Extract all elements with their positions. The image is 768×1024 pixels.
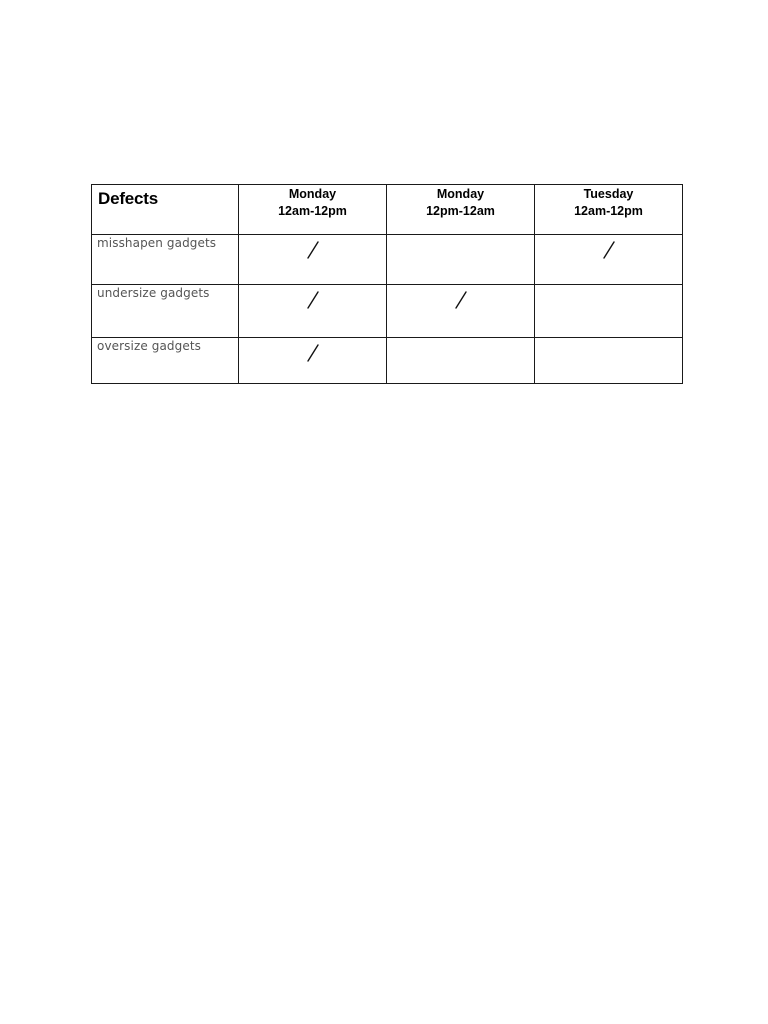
column-header-day: Monday — [288, 187, 337, 201]
column-header — [239, 185, 386, 220]
row-label: undersize gadgets — [97, 286, 210, 300]
row-label-cell — [92, 285, 239, 338]
column-header-day: Tuesday — [583, 187, 634, 201]
mark-cell — [387, 338, 535, 384]
mark-cell — [239, 338, 387, 384]
header-cell-col-1 — [387, 185, 535, 235]
tally-slash-icon — [306, 344, 320, 362]
mark-cell — [535, 235, 683, 285]
tally-slash-icon — [306, 241, 320, 259]
tally-slash-icon — [306, 291, 320, 309]
header-cell-defects — [92, 185, 239, 235]
tally-slash-icon — [454, 291, 468, 309]
row-label: oversize gadgets — [97, 339, 201, 353]
mark-cell — [535, 285, 683, 338]
mark-cell — [387, 285, 535, 338]
mark-cell — [239, 285, 387, 338]
table-row — [92, 338, 683, 384]
column-header-day: Monday — [436, 187, 485, 201]
mark-cell — [239, 235, 387, 285]
header-cell-col-0 — [239, 185, 387, 235]
row-label: misshapen gadgets — [97, 236, 217, 250]
column-header-time: 12pm-12am — [426, 204, 495, 218]
column-header-time: 12am-12pm — [574, 204, 643, 218]
row-label-cell — [92, 235, 239, 285]
column-header-time: 12am-12pm — [278, 204, 347, 218]
defects-table — [91, 184, 683, 384]
table-row — [92, 235, 683, 285]
table-row — [92, 285, 683, 338]
header-row — [92, 185, 683, 235]
table-title: Defects — [98, 189, 159, 208]
mark-cell — [535, 338, 683, 384]
header-cell-col-2 — [535, 185, 683, 235]
tally-slash-icon — [602, 241, 616, 259]
row-label-cell — [92, 338, 239, 384]
column-header — [535, 185, 682, 220]
column-header — [387, 185, 534, 220]
mark-cell — [387, 235, 535, 285]
